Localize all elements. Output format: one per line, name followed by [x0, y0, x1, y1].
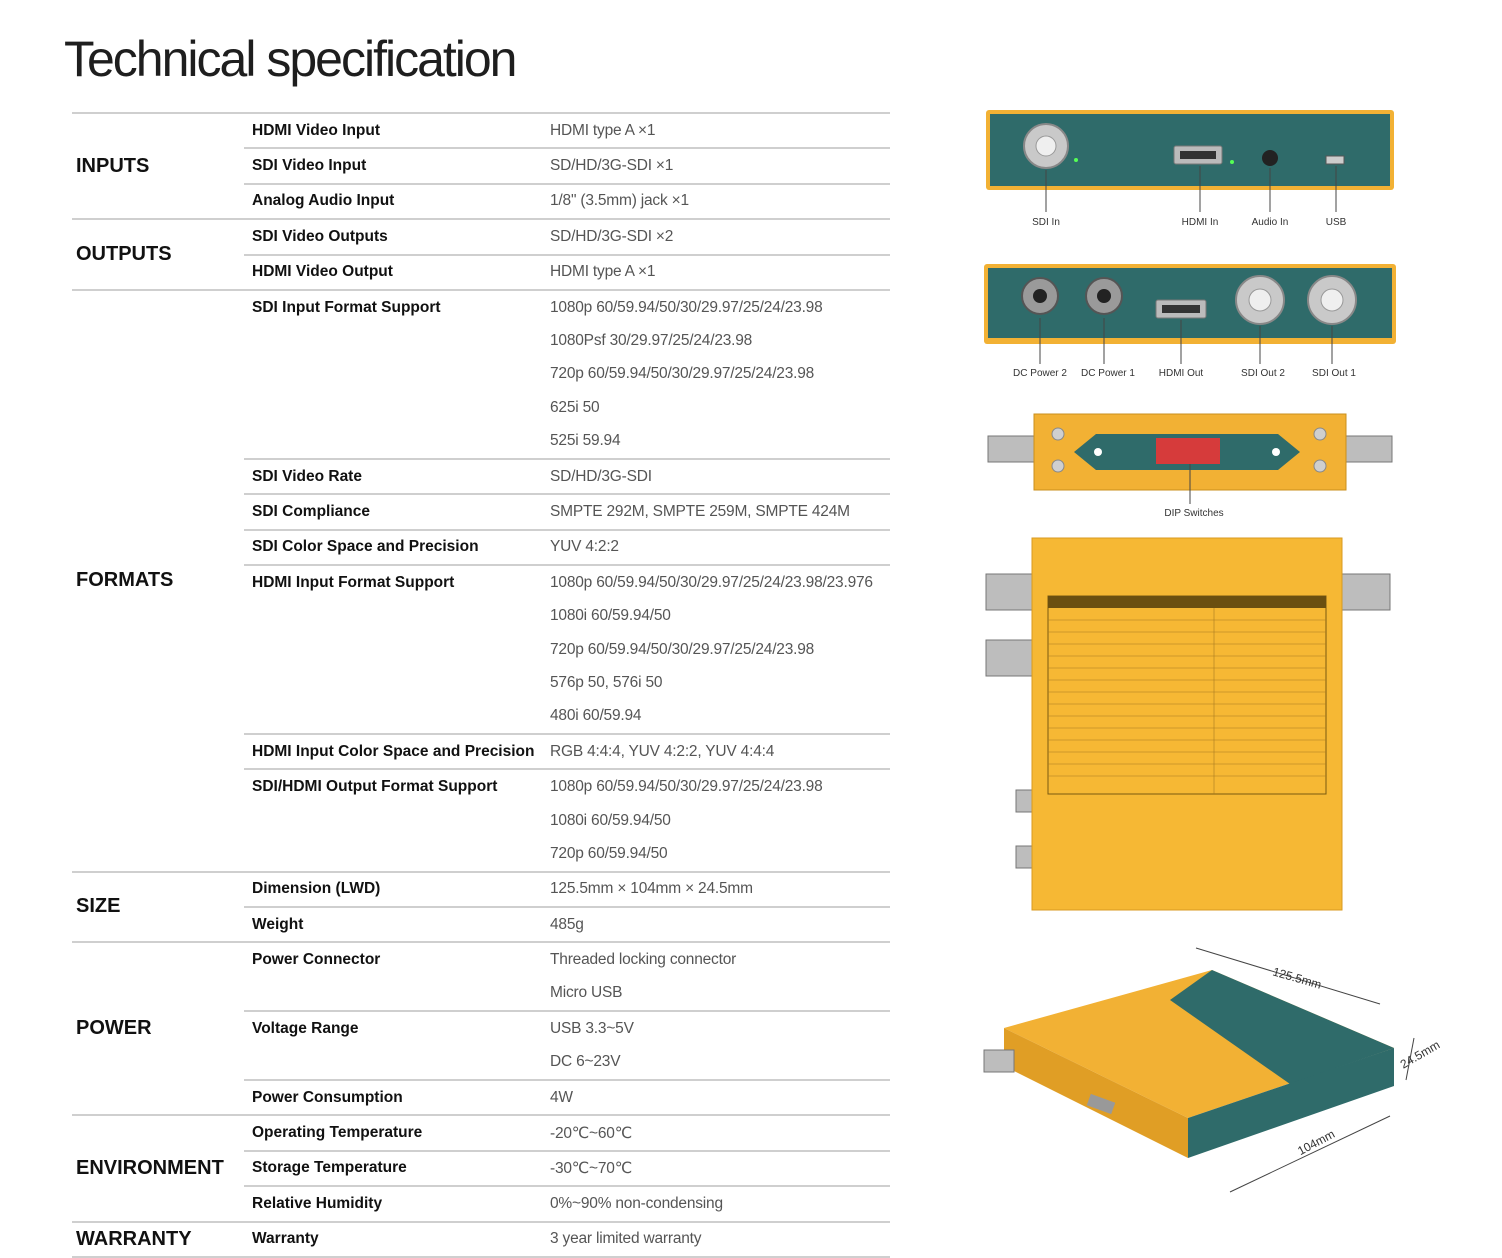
spec-value: 0%~90% non-condensing	[550, 1194, 723, 1212]
spec-param: SDI Video Rate	[252, 467, 362, 485]
spec-value: 1080i 60/59.94/50	[550, 607, 671, 625]
dip-switch-icon	[1156, 438, 1220, 464]
category-label: POWER	[76, 1017, 152, 1040]
spec-row	[244, 114, 890, 147]
spec-value: 125.5mm × 104mm × 24.5mm	[550, 880, 753, 898]
spec-param: Power Connector	[252, 951, 381, 969]
spec-group	[244, 458, 890, 493]
spec-row	[244, 1012, 890, 1045]
spec-row	[244, 599, 890, 632]
spec-value: 720p 60/59.94/50/30/29.97/25/24/23.98	[550, 640, 815, 658]
spec-value: 1080i 60/59.94/50	[550, 811, 671, 829]
page-title: Technical specification	[64, 31, 516, 87]
spec-value: SD/HD/3G-SDI ×2	[550, 227, 674, 245]
spec-section	[72, 1114, 890, 1220]
spec-param: Dimension (LWD)	[252, 880, 381, 898]
spec-group	[244, 254, 890, 289]
bottom-view	[986, 538, 1390, 910]
spec-row	[244, 735, 890, 768]
spec-value: 1080Psf 30/29.97/25/24/23.98	[550, 332, 753, 350]
spec-row	[244, 943, 890, 976]
spec-row	[244, 666, 890, 699]
label-sdi-out-2: SDI Out 2	[1241, 368, 1285, 379]
spec-group	[244, 564, 890, 733]
spec-value: SMPTE 292M, SMPTE 259M, SMPTE 424M	[550, 502, 850, 520]
spec-row	[244, 804, 890, 837]
spec-param: HDMI Video Output	[252, 263, 393, 281]
spec-value: HDMI type A ×1	[550, 263, 656, 281]
spec-row	[244, 149, 890, 182]
spec-param: SDI Video Input	[252, 157, 367, 175]
category-label: OUTPUTS	[76, 243, 172, 266]
spec-row	[244, 1223, 890, 1256]
category-label: ENVIRONMENT	[76, 1156, 224, 1179]
spec-group	[244, 768, 890, 870]
spec-param: Voltage Range	[252, 1019, 359, 1037]
spec-param: Operating Temperature	[252, 1124, 423, 1142]
spec-group	[244, 1116, 890, 1149]
spec-param: SDI/HDMI Output Format Support	[252, 778, 498, 796]
device-illustrations	[960, 100, 1440, 1240]
spec-value: 720p 60/59.94/50	[550, 844, 668, 862]
spec-section	[72, 941, 890, 1114]
spec-value: 525i 59.94	[550, 432, 621, 450]
spec-value: 576p 50, 576i 50	[550, 673, 663, 691]
spec-group	[244, 493, 890, 528]
label-dc-power-2: DC Power 2	[1013, 368, 1067, 379]
label-audio-in: Audio In	[1251, 217, 1289, 228]
spec-section	[72, 112, 890, 218]
spec-row	[244, 770, 890, 803]
audio-jack-icon	[1262, 150, 1278, 166]
spec-param: SDI Color Space and Precision	[252, 538, 479, 556]
spec-value: -20℃~60℃	[550, 1124, 632, 1142]
spec-row	[244, 1116, 890, 1149]
spec-param: Analog Audio Input	[252, 192, 395, 210]
spec-value: DC 6~23V	[550, 1053, 621, 1071]
category-label: FORMATS	[76, 569, 174, 592]
rear-panel-view	[984, 264, 1396, 379]
spec-table	[72, 112, 890, 1258]
spec-row	[244, 495, 890, 528]
spec-value: RGB 4:4:4, YUV 4:2:2, YUV 4:4:4	[550, 742, 775, 760]
spec-group	[244, 943, 890, 1010]
spec-value: 625i 50	[550, 398, 600, 416]
spec-value: 1/8" (3.5mm) jack ×1	[550, 192, 689, 210]
spec-param: Power Consumption	[252, 1088, 403, 1106]
spec-value: Threaded locking connector	[550, 951, 737, 969]
spec-value: YUV 4:2:2	[550, 538, 619, 556]
spec-row	[244, 1187, 890, 1220]
category-label: SIZE	[76, 895, 121, 918]
spec-row	[244, 1046, 890, 1079]
spec-param: SDI Video Outputs	[252, 227, 388, 245]
label-usb: USB	[1325, 217, 1347, 228]
dimension-length: 125.5mm	[1271, 964, 1324, 992]
spec-row	[244, 700, 890, 733]
spec-group	[244, 1010, 890, 1079]
spec-row	[244, 220, 890, 253]
spec-value: 3 year limited warranty	[550, 1230, 702, 1248]
spec-group	[244, 873, 890, 906]
spec-value: 1080p 60/59.94/50/30/29.97/25/24/23.98/23.976	[550, 573, 873, 591]
spec-row	[244, 1152, 890, 1185]
spec-value: 485g	[550, 915, 584, 933]
spec-row	[244, 633, 890, 666]
spec-group	[244, 291, 890, 458]
spec-row	[244, 391, 890, 424]
spec-group	[244, 1079, 890, 1114]
spec-value: SD/HD/3G-SDI	[550, 467, 652, 485]
spec-group	[244, 147, 890, 182]
spec-group	[244, 1223, 890, 1256]
spec-row	[244, 908, 890, 941]
spec-param: Storage Temperature	[252, 1159, 407, 1177]
label-dip-switches: DIP Switches	[1164, 508, 1224, 519]
label-sdi-out-1: SDI Out 1	[1312, 368, 1356, 379]
spec-group	[244, 529, 890, 564]
spec-value: USB 3.3~5V	[550, 1019, 634, 1037]
product-images	[960, 100, 1440, 1240]
dimension-depth: 24.5mm	[1397, 1037, 1440, 1072]
spec-param: HDMI Input Format Support	[252, 573, 455, 591]
usb-port-icon	[1326, 156, 1344, 164]
product-3d-view	[984, 948, 1440, 1192]
spec-value: SD/HD/3G-SDI ×1	[550, 157, 674, 175]
label-hdmi-out: HDMI Out	[1158, 368, 1204, 379]
spec-row	[244, 185, 890, 218]
category-label: WARRANTY	[76, 1227, 192, 1250]
spec-group	[244, 733, 890, 768]
spec-value: HDMI type A ×1	[550, 121, 656, 139]
spec-row	[244, 873, 890, 906]
spec-group	[244, 906, 890, 941]
spec-value: -30℃~70℃	[550, 1159, 632, 1177]
label-dc-power-1: DC Power 1	[1081, 368, 1135, 379]
spec-section	[72, 289, 890, 871]
category-label: INPUTS	[76, 154, 150, 177]
spec-value: 1080p 60/59.94/50/30/29.97/25/24/23.98	[550, 778, 823, 796]
spec-value: 720p 60/59.94/50/30/29.97/25/24/23.98	[550, 365, 815, 383]
dimension-width: 104mm	[1295, 1126, 1338, 1159]
spec-group	[244, 183, 890, 218]
spec-row	[244, 358, 890, 391]
spec-row	[244, 566, 890, 599]
spec-section	[72, 218, 890, 289]
spec-param: Relative Humidity	[252, 1194, 383, 1212]
side-view	[988, 414, 1392, 519]
spec-param: SDI Compliance	[252, 502, 370, 520]
label-sdi-in: SDI In	[1032, 217, 1060, 228]
spec-param: HDMI Input Color Space and Precision	[252, 742, 535, 760]
front-panel-view	[986, 110, 1394, 228]
spec-row	[244, 460, 890, 493]
spec-param: HDMI Video Input	[252, 121, 381, 139]
spec-param: Warranty	[252, 1230, 319, 1248]
spec-group	[244, 220, 890, 253]
spec-value: 1080p 60/59.94/50/30/29.97/25/24/23.98	[550, 298, 823, 316]
spec-group	[244, 114, 890, 147]
spec-row	[244, 531, 890, 564]
label-hdmi-in: HDMI In	[1181, 217, 1219, 228]
spec-section	[72, 871, 890, 942]
spec-row	[244, 837, 890, 870]
spec-value: 4W	[550, 1088, 573, 1106]
spec-row	[244, 1081, 890, 1114]
spec-row	[244, 256, 890, 289]
spec-section	[72, 1221, 890, 1258]
spec-row	[244, 324, 890, 357]
spec-group	[244, 1150, 890, 1185]
spec-row	[244, 291, 890, 324]
spec-value: Micro USB	[550, 984, 623, 1002]
spec-param: Weight	[252, 915, 304, 933]
spec-param: SDI Input Format Support	[252, 298, 441, 316]
spec-row	[244, 425, 890, 458]
spec-row	[244, 977, 890, 1010]
spec-group	[244, 1185, 890, 1220]
spec-value: 480i 60/59.94	[550, 707, 642, 725]
